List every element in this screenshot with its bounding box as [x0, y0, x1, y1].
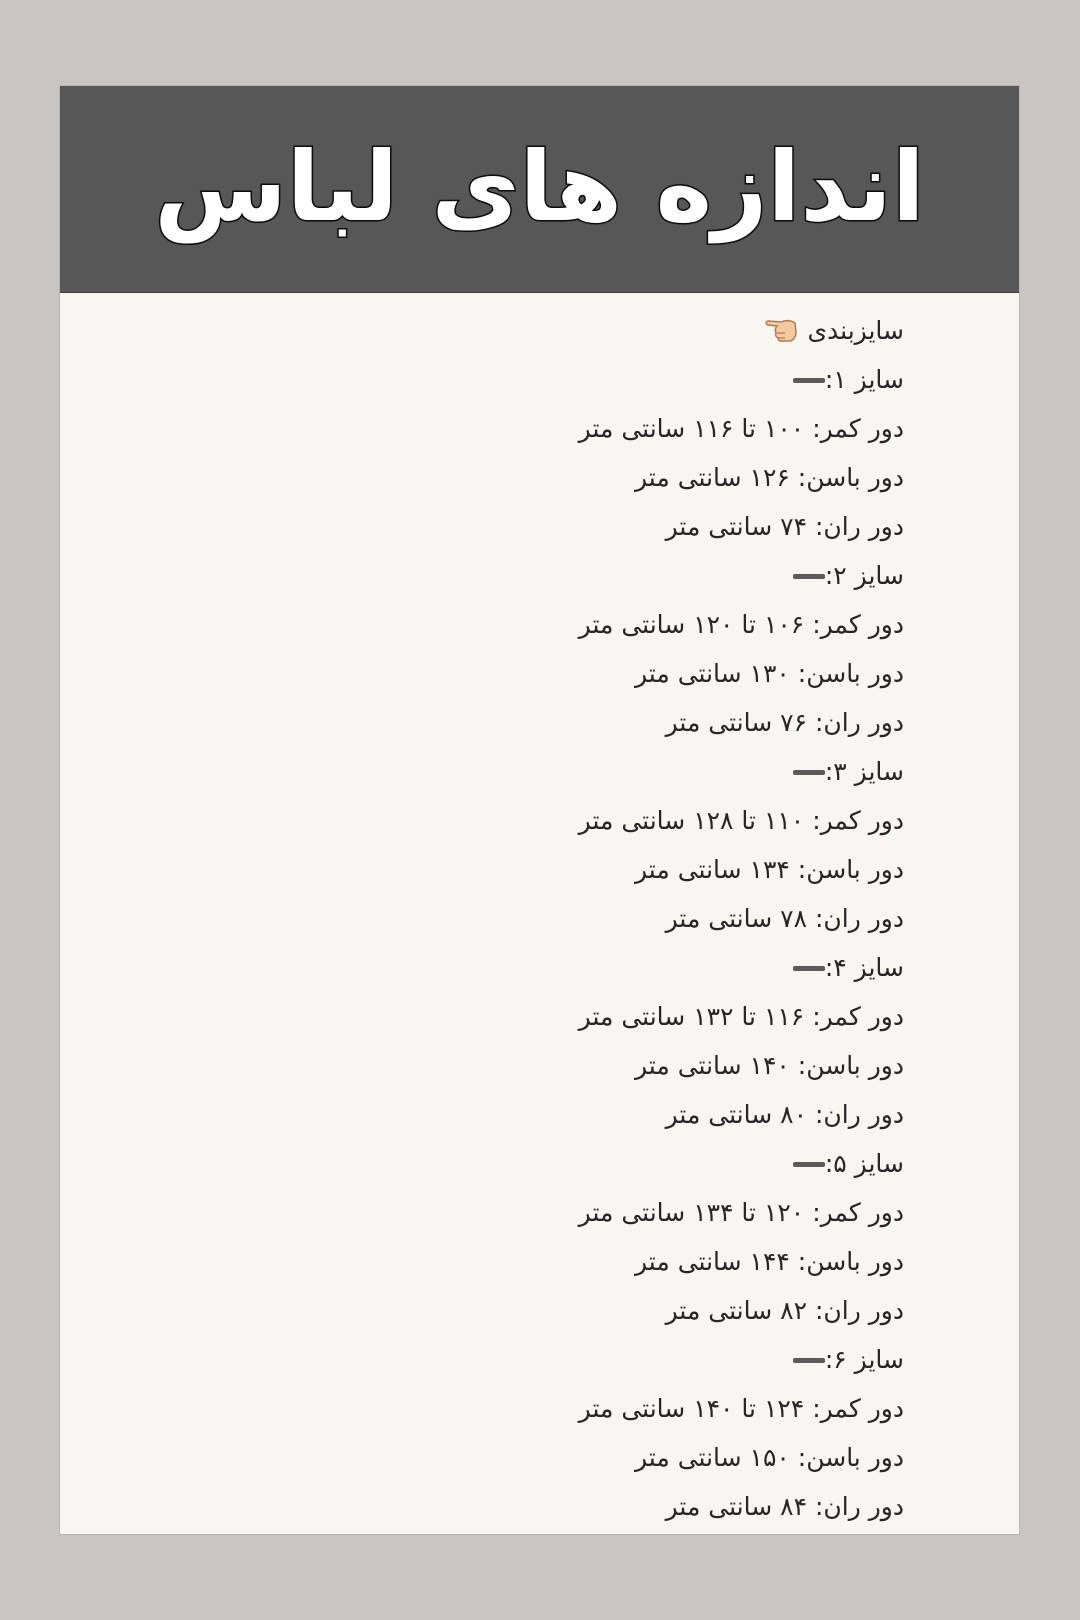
size-heading — [579, 551, 904, 600]
page-title: اندازه های لباس — [154, 131, 925, 243]
thigh-measurement: دور ران: ۷۴ سانتی متر — [665, 512, 904, 541]
size-chart-card — [59, 85, 1020, 1535]
dash-icon — [793, 1358, 825, 1363]
dash-icon — [793, 966, 825, 971]
thigh-measurement: دور ران: ۸۴ سانتی متر — [665, 1492, 904, 1521]
size-heading-label: سایز ۳: — [824, 757, 904, 786]
waist-measurement: دور کمر: ۱۰۶ تا ۱۲۰ سانتی متر — [578, 610, 904, 639]
waist-measurement: دور کمر: ۱۲۴ تا ۱۴۰ سانتی متر — [578, 1394, 904, 1423]
dash-icon — [793, 378, 825, 383]
dash-icon — [793, 574, 825, 579]
size-group-1 — [579, 355, 904, 551]
size-heading-label: سایز ۲: — [824, 561, 904, 590]
intro-label: سایزبندی — [807, 316, 904, 345]
waist-measurement: دور کمر: ۱۱۶ تا ۱۳۲ سانتی متر — [578, 1002, 904, 1031]
header-banner — [60, 86, 1019, 293]
size-heading — [579, 943, 904, 992]
thigh-measurement: دور ران: ۸۰ سانتی متر — [665, 1100, 904, 1129]
hip-measurement: دور باسن: ۱۲۶ سانتی متر — [635, 463, 904, 492]
size-heading-label: سایز ۴: — [824, 953, 904, 982]
hip-measurement: دور باسن: ۱۴۰ سانتی متر — [635, 1051, 904, 1080]
hip-measurement: دور باسن: ۱۳۰ سانتی متر — [635, 659, 904, 688]
size-group-4 — [579, 943, 904, 1139]
size-heading — [579, 1139, 904, 1188]
size-heading — [579, 355, 904, 404]
waist-measurement: دور کمر: ۱۱۰ تا ۱۲۸ سانتی متر — [578, 806, 904, 835]
size-list — [579, 306, 904, 1531]
size-heading-label: سایز ۱: — [824, 365, 904, 394]
waist-measurement: دور کمر: ۱۰۰ تا ۱۱۶ سانتی متر — [578, 414, 904, 443]
size-heading-label: سایز ۶: — [824, 1345, 904, 1374]
dash-icon — [793, 1162, 825, 1167]
size-group-3 — [579, 747, 904, 943]
size-group-6 — [579, 1335, 904, 1531]
hip-measurement: دور باسن: ۱۴۴ سانتی متر — [635, 1247, 904, 1276]
thigh-measurement: دور ران: ۷۸ سانتی متر — [665, 904, 904, 933]
thigh-measurement: دور ران: ۷۶ سانتی متر — [665, 708, 904, 737]
pointing-hand-icon — [763, 317, 797, 345]
size-group-5 — [579, 1139, 904, 1335]
size-heading-label: سایز ۵: — [824, 1149, 904, 1178]
size-heading — [579, 1335, 904, 1384]
size-heading — [579, 747, 904, 796]
intro-line — [579, 306, 904, 355]
hip-measurement: دور باسن: ۱۵۰ سانتی متر — [635, 1443, 904, 1472]
waist-measurement: دور کمر: ۱۲۰ تا ۱۳۴ سانتی متر — [578, 1198, 904, 1227]
size-group-2 — [579, 551, 904, 747]
thigh-measurement: دور ران: ۸۲ سانتی متر — [665, 1296, 904, 1325]
dash-icon — [793, 770, 825, 775]
hip-measurement: دور باسن: ۱۳۴ سانتی متر — [635, 855, 904, 884]
